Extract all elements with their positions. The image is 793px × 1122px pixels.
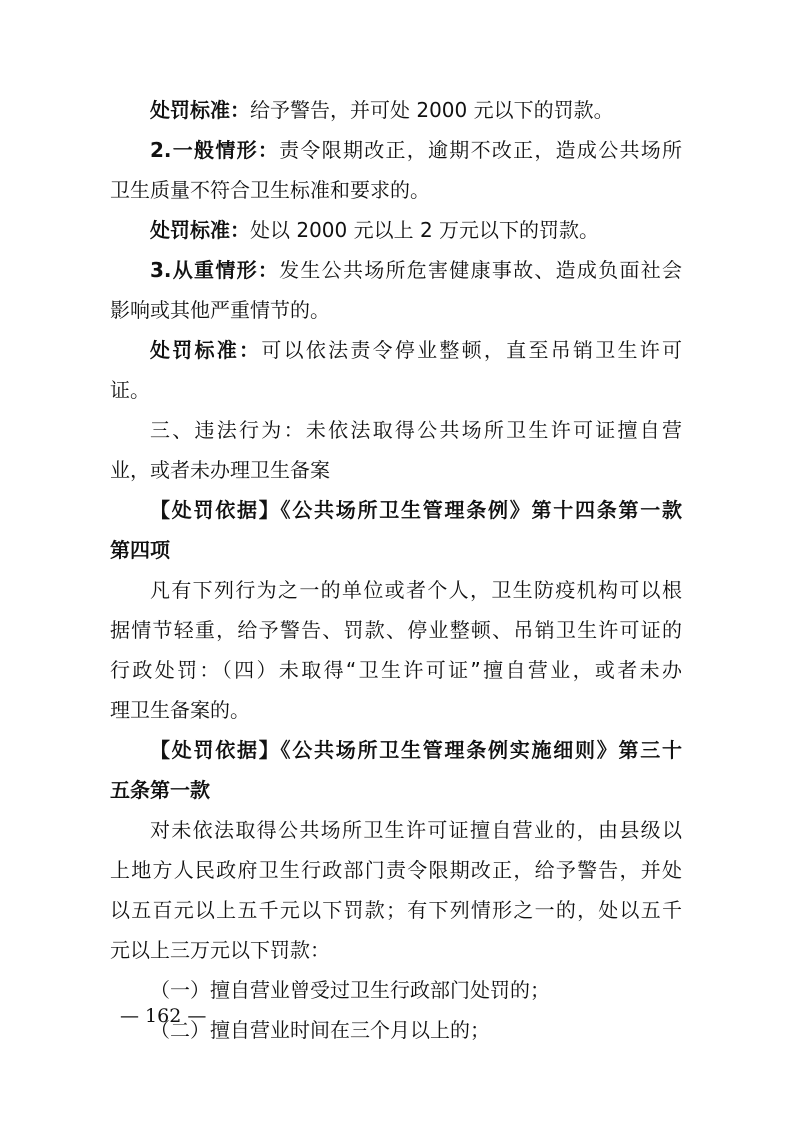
line-text: 元以上三万元以下罚款： [110,938,330,962]
bold-label: 五条第一款 [110,778,210,802]
paragraph-line [110,692,682,728]
paragraph-line [110,92,682,128]
bold-label: 处罚标准： [150,338,262,362]
paragraph-line [110,372,682,408]
paragraph-line [110,212,682,248]
bold-label: 【处罚依据】《公共场所卫生管理条例》第十四条第一款 [150,498,682,522]
bold-label: 3.从重情形： [150,258,280,282]
legal-basis-heading [110,532,682,568]
paragraph-line [110,932,682,968]
line-text: 对未依法取得公共场所卫生许可证擅自营业的，由县级以 [150,818,682,842]
line-text: 业，或者未办理卫生备案 [110,458,330,482]
paragraph-line [110,852,682,888]
line-text: 以五百元以上五千元以下罚款；有下列情形之一的，处以五千 [110,898,682,922]
line-text: 责令限期改正，逾期不改正，造成公共场所 [279,138,683,162]
legal-basis-heading [110,772,682,808]
paragraph-line [110,252,682,288]
legal-basis-heading [110,492,682,528]
paragraph-line [110,572,682,608]
paragraph-line [110,812,682,848]
line-text: 理卫生备案的。 [110,698,250,722]
line-text: 上地方人民政府卫生行政部门责令限期改正，给予警告，并处 [110,858,682,882]
list-item [110,972,682,1008]
paragraph-line [110,292,682,328]
bold-label: 处罚标准： [150,218,250,242]
line-text: （一）擅自营业曾受过卫生行政部门处罚的； [150,978,550,1002]
line-text: 影响或其他严重情节的。 [110,298,330,322]
legal-basis-heading [110,732,682,768]
paragraph-line [110,332,682,368]
line-text: 处以 2000 元以上 2 万元以下的罚款。 [250,218,600,242]
line-text: 行政处罚：（四）未取得“卫生许可证”擅自营业，或者未办 [110,658,682,682]
section-heading-line [110,452,682,488]
line-text: 可以依法责令停业整顿，直至吊销卫生许可 [261,338,683,362]
paragraph-line [110,132,682,168]
line-text: 三、违法行为：未依法取得公共场所卫生许可证擅自营 [150,418,682,442]
paragraph-line [110,892,682,928]
paragraph-line [110,652,682,688]
paragraph-line [110,172,682,208]
section-heading-line [110,412,682,448]
line-text: （二）擅自营业时间在三个月以上的； [150,1018,490,1042]
bold-label: 2.一般情形： [150,138,280,162]
line-text: 据情节轻重，给予警告、罚款、停业整顿、吊销卫生许可证的 [110,618,682,642]
bold-label: 处罚标准： [150,98,250,122]
line-text: 给予警告，并可处 2000 元以下的罚款。 [250,98,614,122]
page-number: — 162 — [120,1005,207,1027]
line-text: 发生公共场所危害健康事故、造成负面社会 [279,258,683,282]
line-text: 证。 [110,378,150,402]
paragraph-line [110,612,682,648]
bold-label: 【处罚依据】《公共场所卫生管理条例实施细则》第三十 [150,738,682,762]
line-text: 卫生质量不符合卫生标准和要求的。 [110,178,430,202]
bold-label: 第四项 [110,538,170,562]
line-text: 凡有下列行为之一的单位或者个人，卫生防疫机构可以根 [150,578,682,602]
